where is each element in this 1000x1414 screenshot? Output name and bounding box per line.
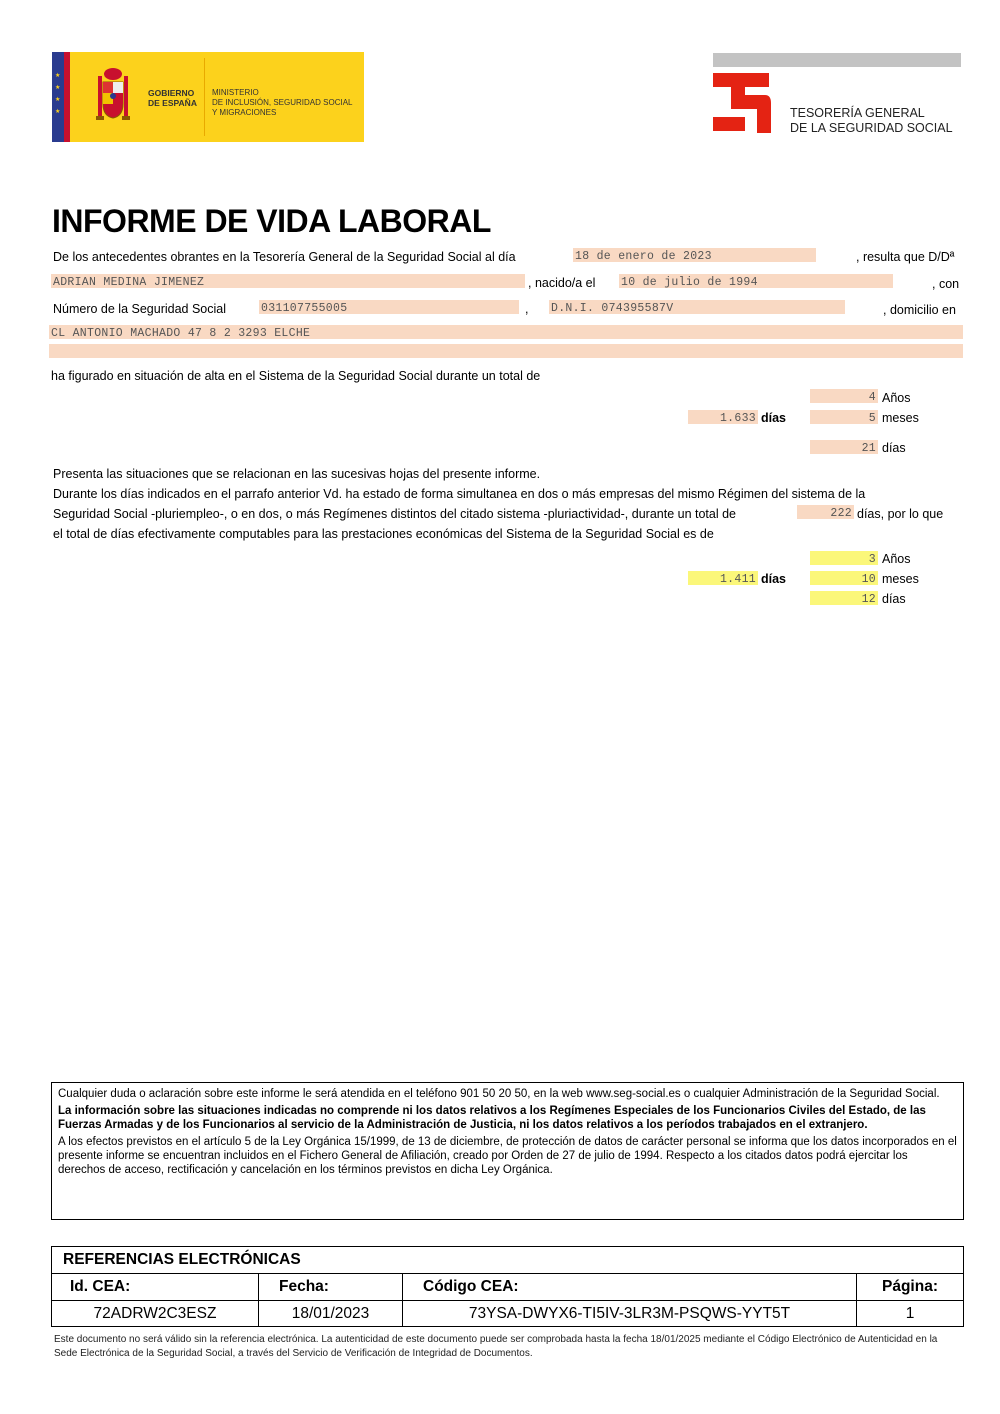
gobierno-text: GOBIERNO DE ESPAÑA (148, 88, 197, 108)
gobierno-logo (52, 52, 364, 142)
tgss-text: TESORERÍA GENERAL DE LA SEGURIDAD SOCIAL (790, 106, 953, 135)
computable-days-field: 12 (810, 591, 878, 605)
paragraph-line-4: el total de días efectivamente computables para las prestaciones económicas del Sistema de la Seguridad Social es de (53, 527, 714, 541)
id-cea-header: Id. CEA: (52, 1274, 259, 1301)
electronic-references (51, 1246, 964, 1327)
paragraph-line-3-suffix: días, por lo que (857, 507, 944, 521)
references-heading: REFERENCIAS ELECTRÓNICAS (52, 1247, 964, 1274)
info-contact: Cualquier duda o aclaración sobre este informe le será atendida en el teléfono 901 50 20 50, en la web www.seg-social.es o cualquier Administración de la Seguridad Social. (58, 1088, 940, 1100)
computable-total-days-field: 1.411 (688, 571, 758, 585)
alta-days-label: días (882, 441, 906, 455)
computable-months-field: 10 (810, 571, 878, 585)
footer-note: Este documento no será válido sin la referencia electrónica. La autenticidad de este documento puede ser comprobada hasta la fecha 18/01/2025 mediante el Código Electrónico de Autenticidad en la Sede Electrónica de la Seguridad Social, a través del Servicio de Verificación de Integridad de Documentos. (54, 1334, 938, 1359)
pagina-value: 1 (857, 1301, 964, 1327)
address-field: CL ANTONIO MACHADO 47 8 2 3293 ELCHE (49, 325, 963, 339)
born-label: , nacido/a el (528, 276, 596, 290)
alta-months-label: meses (882, 411, 919, 425)
red-band (64, 52, 70, 142)
address-field-line2 (49, 344, 963, 358)
logo-divider (204, 58, 205, 136)
tgss-logo-icon (713, 73, 771, 133)
ministry-text: MINISTERIO DE INCLUSIÓN, SEGURIDAD SOCIAL Y MIGRACIONES (212, 88, 353, 117)
paragraph-line-3: Seguridad Social -pluriempleo-, o en dos, o más Regímenes distintos del citado sistema -pluriactividad-, durante un total de (53, 507, 737, 521)
con-label: , con (932, 277, 960, 291)
alta-total-days-field: 1.633 (688, 410, 758, 424)
id-cea-value: 72ADRW2C3ESZ (52, 1301, 259, 1327)
computable-total-days-label: días (761, 572, 787, 586)
codigo-cea-header: Código CEA: (403, 1274, 857, 1301)
intro-prefix: De los antecedentes obrantes en la Tesorería General de la Seguridad Social al día (53, 250, 516, 264)
pagina-header: Página: (857, 1274, 964, 1301)
info-exclusions: La información sobre las situaciones indicadas no comprende ni los datos relativos a los Regímenes Especiales de los Funcionarios Civiles del Estado, de las Fuerzas Armadas y de los Funcionarios al servicio de la Administración de Justicia, ni los datos relativos a los períodos trabajados en el extranjero. (58, 1105, 926, 1131)
eu-flag-strip: ★ ★ ★ ★ (52, 52, 64, 142)
alta-days-field: 21 (810, 440, 878, 454)
domicile-label: , domicilio en (883, 303, 956, 317)
ss-number-label: Número de la Seguridad Social (53, 302, 227, 316)
name-field: ADRIAN MEDINA JIMENEZ (51, 274, 525, 288)
intro-suffix: , resulta que D/Dª (856, 250, 955, 264)
tgss-header-bar (713, 53, 961, 67)
ss-number-field: 031107755005 (259, 300, 519, 314)
computable-years-label: Años (882, 552, 911, 566)
report-date-field: 18 de enero de 2023 (573, 248, 816, 262)
paragraph-line-1: Presenta las situaciones que se relacionan en las sucesivas hojas del presente informe. (53, 467, 541, 481)
info-box (51, 1082, 964, 1220)
fecha-value: 18/01/2023 (259, 1301, 403, 1327)
page-title: INFORME DE VIDA LABORAL (52, 203, 491, 239)
info-data-protection: A los efectos previstos en el artículo 5 de la Ley Orgánica 15/1999, de 13 de diciembre, de protección de datos de carácter personal se informa que los datos incorporados en el presente informe se encuentran incluidos en el Fichero General de Afiliación, creado por Orden de 27 de julio de 1994. Respecto a los citados datos podrá ejercitar los derechos de acceso, rectificación y cancelación en los términos previstos en dicha Ley Orgánica. (58, 1136, 957, 1176)
paragraph-line-2: Durante los días indicados en el parrafo anterior Vd. ha estado de forma simultanea en dos o más empresas del mismo Régimen del sistema de la (53, 487, 866, 501)
coat-of-arms-icon (90, 66, 136, 128)
computable-years-field: 3 (810, 551, 878, 565)
computable-months-label: meses (882, 572, 919, 586)
birth-date-field: 10 de julio de 1994 (619, 274, 893, 288)
dni-field: D.N.I. 074395587V (549, 300, 845, 314)
alta-months-field: 5 (810, 410, 878, 424)
alta-sentence: ha figurado en situación de alta en el Sistema de la Seguridad Social durante un total de (51, 369, 541, 383)
alta-years-label: Años (882, 391, 911, 405)
alta-total-days-label: días (761, 411, 787, 425)
fecha-header: Fecha: (259, 1274, 403, 1301)
overlap-days-field: 222 (797, 505, 854, 519)
alta-years-field: 4 (810, 389, 878, 403)
computable-days-label: días (882, 592, 906, 606)
comma-sep: , (525, 302, 529, 316)
codigo-cea-value: 73YSA-DWYX6-TI5IV-3LR3M-PSQWS-YYT5T (403, 1301, 857, 1327)
